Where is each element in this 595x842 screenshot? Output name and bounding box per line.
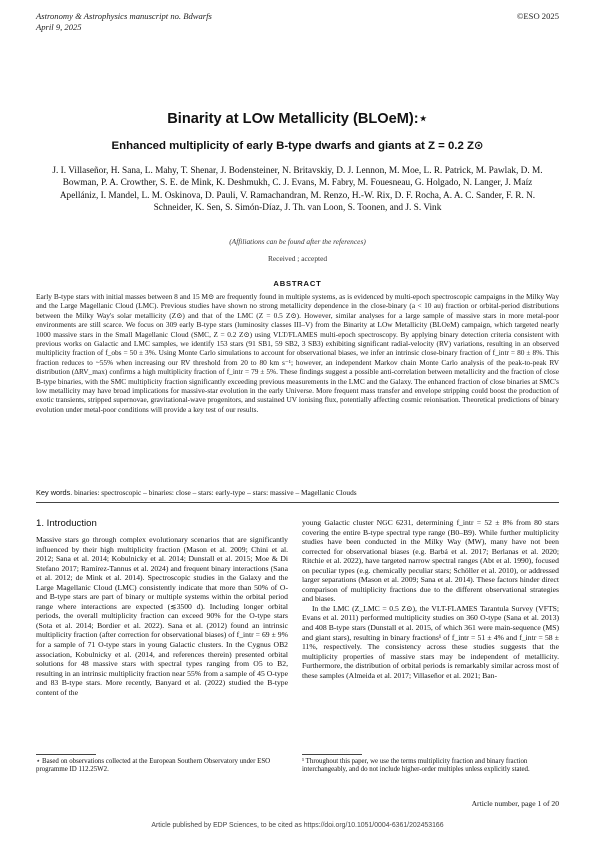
keywords-list: binaries: spectroscopic – binaries: close – stars: early-type – stars: massive – Magellanic Clouds bbox=[74, 488, 357, 497]
received-line: Received ; accepted bbox=[267, 254, 328, 263]
footnote-rule-left bbox=[36, 754, 96, 755]
section-heading: 1. Introduction bbox=[36, 518, 97, 529]
author-list: J. I. Villaseñor, H. Sana, L. Mahy, T. Shenar, J. Bodensteiner, N. Britavskiy, D. J. Lennon, M. Moe, L. R. Patrick, M. Pawlak, D. M. Bowman, P. A. Crowther, S. E. de Mink, K. Deshmukh, C. J. Evans, M. Fabry, M. Fouesneau, G. Holgado, N. Langer, J. Maíz Apellániz, I. Mandel, L. M. Oskinova, D. Pauli, V. Ramachandran, M. Renzo, H.-W. Rix, D. F. Rocha, A. A. C. Sander, F. R. N. Schneider, K. Sen, S. Simón-Díaz, J. Th. van Loon, S. Toonen, and J. S. Vink bbox=[52, 166, 543, 214]
author-name: G. Holgado bbox=[414, 178, 459, 189]
author-name: S. E. de Mink bbox=[159, 178, 212, 189]
author-name: M. Fouesneau bbox=[357, 178, 411, 189]
keywords-label: Key words. bbox=[36, 488, 73, 497]
author-name: M. Pawlak bbox=[475, 166, 516, 176]
author-name: F. R. N. Schneider bbox=[153, 190, 536, 214]
author-name: L. R. Patrick bbox=[423, 166, 472, 176]
author-name: J. Th. van Loon bbox=[284, 203, 343, 214]
author-name: N. Langer bbox=[462, 178, 501, 189]
abstract-heading: ABSTRACT bbox=[273, 279, 322, 288]
intro-column-left: Massive stars go through complex evolutionary scenarios that are significantly influenced by their high multiplicity fraction (Mason et al. 2009; Chini et al. 2012; Sana et al. 2014; Kobulnicky et al. 2014; Dunstall et al. 2015; Moe & Di Stefano 2017; Ramírez-Tannus et al. 2024) and frequent binary interactions (Sana et al. 2012; de Mink et al. 2014). Spectroscopic studies in the Galaxy and the Large Magellanic Cloud (LMC) consistently indicate that more than 50% of O- and B-type stars are part of binary or multiple systems within the orbital period range where interactions are expected (≲3500 d). Including longer orbital periods, the overall multiplicity fraction can exceed 90% for the O-type stars (Sota et al. 2014; Bordier et al. 2022). Sana et al. (2012) found an intrinsic multiplicity fraction (after correction for observational biases) of f_intr = 69 ± 9% for a sample of 71 O-type stars in young Galactic clusters. In the Cygnus OB2 association, Kobulnicky et al. (2014, and references therein) presented orbital solutions for 48 massive stars with spectral types ranging from O5 to B2, resulting in an intrinsic multiplicity fraction near 55% from a sample of 45 O-type and 83 B-type stars. More recently, Banyard et al. (2022) studied the B-type content of the bbox=[36, 535, 288, 697]
author-name: J. Bodensteiner bbox=[220, 166, 278, 176]
author-name: J. Maíz Apellániz bbox=[59, 178, 533, 201]
author-name: H. Sana bbox=[110, 166, 141, 176]
footnote-left: ⋆ Based on observations collected at the European Southern Observatory under ESO programme ID 112.25W2. bbox=[36, 758, 271, 774]
author-name: P. A. Crowther bbox=[100, 178, 156, 189]
author-name: K. Deshmukh bbox=[216, 178, 268, 189]
footnote-right: ¹ Throughout this paper, we use the terms multiplicity fraction and binary fraction interchangeably, and do not include higher-order multiples unless explicitly stated. bbox=[302, 758, 530, 774]
manuscript-date: April 9, 2025 bbox=[36, 22, 82, 32]
author-name: A. A. C. Sander bbox=[443, 190, 502, 201]
author-name: M. Fabry bbox=[318, 178, 353, 189]
running-header bbox=[36, 11, 212, 33]
author-name: L. M. Oskinova bbox=[141, 190, 201, 201]
affiliations-note: (Affiliations can be found after the references) bbox=[229, 237, 366, 246]
author-name: C. J. Evans bbox=[272, 178, 315, 189]
author-name: L. Mahy bbox=[144, 166, 177, 176]
author-name: K. Sen bbox=[195, 203, 221, 214]
paper-subtitle: Enhanced multiplicity of early B-type dwarfs and giants at Z = 0.2 Z⊙ bbox=[111, 140, 484, 152]
author-name: T. Shenar bbox=[180, 166, 216, 176]
author-name: I. Mandel bbox=[100, 190, 137, 201]
keywords bbox=[36, 488, 559, 497]
author-name: D. F. Rocha bbox=[394, 190, 439, 201]
author-name: S. Simón-Díaz bbox=[225, 203, 280, 214]
intro-right-paragraph-2: In the LMC (Z_LMC = 0.5 Z⊙), the VLT-FLAMES Tarantula Survey (VFTS; Evans et al. 2011) performed multiplicity studies on 360 O-type (Sana et al. 2013) and 408 B-type stars (Dunstall et al. 2015, of which 361 were main-sequence (MS) and giant stars), resulting in binary fractions¹ of f_intr = 51 ± 4% and f_intr = 58 ± 11%, respectively. The consistency across these studies suggests that the multiplicity properties of massive stars may be independent of metallicity. Furthermore, the distribution of orbital periods is remarkably similar across most of these samples (Almeida et al. 2017; Villaseñor et al. 2021; Ban- bbox=[302, 603, 559, 680]
page-number: Article number, page 1 of 20 bbox=[471, 799, 559, 808]
author-name: J. I. Villaseñor bbox=[52, 166, 107, 176]
author-name: and J. S. Vink bbox=[389, 203, 442, 214]
author-name: M. Moe bbox=[388, 166, 419, 176]
author-name: H.-W. Rix bbox=[351, 190, 391, 201]
intro-column-right bbox=[302, 518, 559, 680]
author-name: D. M. Bowman bbox=[62, 166, 543, 189]
intro-right-paragraph-1: young Galactic cluster NGC 6231, determining f_intr = 52 ± 8% from 80 stars covering the entire B-type spectral type range (B0–B9). While further multiplicity studies have been conducted in the Milky Way (MW), many have not been corrected for observational biases (e.g. Barbá et al. 2017; Berlanas et al. 2020; Ritchie et al. 2022), have targeted narrow spectral ranges (Abt et al. 1990), focused on peculiar types (e.g. chemically peculiar stars; Schöller et al. 2010), or addressed larger separations (Mason et al. 2009; Sana et al. 2014). These factors hinder direct comparison of multiplicity fractions due to the different observational strategies and biases. bbox=[302, 518, 559, 604]
author-name: V. Ramachandran bbox=[239, 190, 306, 201]
abstract-text: Early B-type stars with initial masses between 8 and 15 M⊙ are frequently found in multiple systems, as is evidenced by multi-epoch spectroscopic campaigns in the Milky Way and the Large Magellanic Cloud (LMC). Previous studies have shown no strong metallicity dependence in the close-binary (a < 10 au) fraction or orbital-period distributions between the Milky Way's solar metallicity (Z⊙) and that of the LMC (Z = 0.5 Z⊙). However, similar analyses for a large sample of massive stars in more metal-poor environments are still scarce. We focus on 309 early B-type stars (luminosity classes III–V) from the Binarity at LOw Metallicity (BLOeM) campaign, which targeted nearly 1000 massive stars in the Small Magellanic Cloud (SMC, Z = 0.2 Z⊙) using VLT/FLAMES multi-epoch spectroscopy. By applying binary detection criteria consistent with previous works on Galactic and LMC samples, we identify 153 stars (91 SB1, 59 SB2, 3 SB3) exhibiting significant radial-velocity (RV) variations, resulting in an observed multiplicity fraction of f_obs = 50 ± 3%. Using Monte Carlo simulations to account for observational biases, we infer an intrinsic close-binary fraction of f_intr = 80 ± 8%. This fraction reduces to ~55% when increasing our RV threshold from 20 to 80 km s⁻¹; however, an independent Markov chain Monte Carlo analysis of the peak-to-peak RV distribution (ΔRV_max) confirms a high multiplicity fraction of f_intr = 79 ± 5%. These findings suggest a possible anti-correlation between metallicity and the fraction of close B-type binaries, with the SMC multiplicity fraction significantly exceeding previous measurements in the LMC and the Galaxy. The enhanced fraction of close binaries at SMC's low metallicity may have broad implications for massive-star evolution in the early Universe. More frequent mass transfer and envelope stripping could boost the production of exotic transients, stripped supernovae, gravitational-wave progenitors, and sustained UV ionising flux, potentially affecting cosmic reionisation. Theoretical predictions of binary evolution under metal-poor conditions will provide a key test of our results. bbox=[36, 292, 559, 414]
abstract-divider bbox=[36, 502, 559, 503]
author-name: S. Toonen bbox=[347, 203, 385, 214]
copyright: ©ESO 2025 bbox=[516, 11, 559, 21]
published-by-line[interactable]: Article published by EDP Sciences, to be cited as https://doi.org/10.1051/0004-6361/202453166 bbox=[151, 822, 444, 829]
journal-line: Astronomy & Astrophysics manuscript no. Bdwarfs bbox=[36, 11, 212, 21]
paper-title: Binarity at LOw Metallicity (BLOeM):⋆ bbox=[167, 111, 428, 127]
author-name: M. Renzo bbox=[310, 190, 348, 201]
author-name: D. J. Lennon bbox=[336, 166, 385, 176]
author-name: N. Britavskiy bbox=[282, 166, 332, 176]
footnote-rule-right bbox=[302, 754, 362, 755]
author-name: D. Pauli bbox=[205, 190, 236, 201]
